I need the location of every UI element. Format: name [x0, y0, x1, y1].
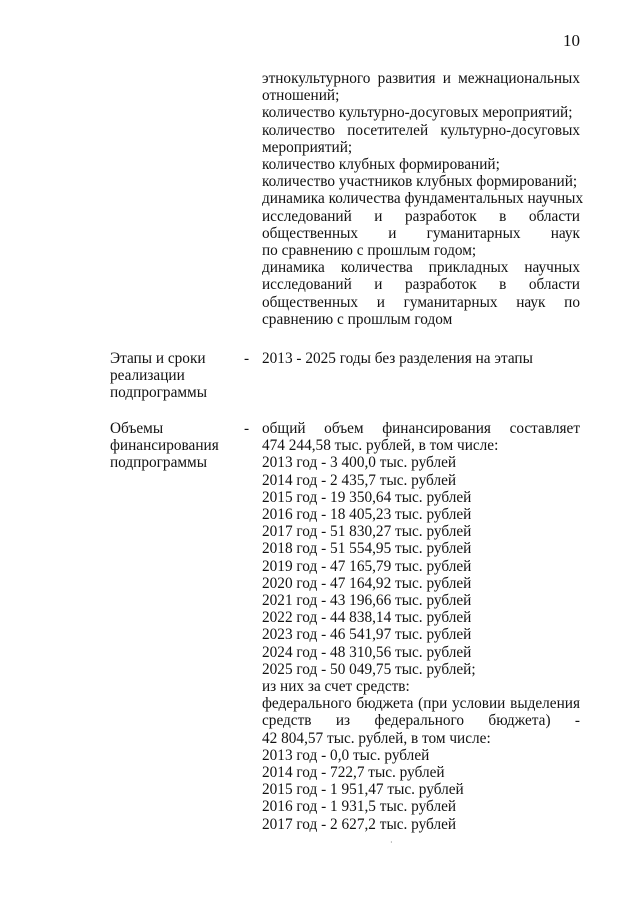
indicator-text-line: общественных и гуманитарных наук [262, 224, 580, 242]
financing-text-line: 42 804,57 тыс. рублей, в том числе: [262, 729, 491, 747]
financing-text-line: 2024 год - 48 310,56 тыс. рублей [262, 643, 472, 661]
indicator-text-line: сравнению с прошлым годом [262, 310, 453, 328]
indicator-text-line: общественных и гуманитарных наук по [262, 293, 580, 311]
indicator-text-line: исследований и разработок в области [262, 276, 580, 294]
financing-text-line: 2019 год - 47 165,79 тыс. рублей [262, 557, 472, 575]
indicator-text-line: динамика количества фундаментальных научных [262, 190, 584, 208]
financing-dash: - [244, 420, 250, 437]
indicator-text-line: исследований и разработок в области [262, 207, 580, 225]
financing-text-line: 2023 год - 46 541,97 тыс. рублей [262, 626, 472, 644]
indicator-text-line: мероприятий; [262, 138, 353, 156]
stages-dash: - [244, 350, 250, 367]
indicators-continuation [262, 70, 584, 328]
financing-text-line: общий объем финансирования составляет [262, 420, 580, 437]
stages-value [262, 350, 580, 367]
indicator-text-line: количество участников клубных формирований; [262, 173, 578, 191]
financing-text-line: 2014 год - 2 435,7 тыс. рублей [262, 471, 457, 489]
financing-text-line: 2015 год - 19 350,64 тыс. рублей [262, 488, 472, 506]
financing-text-line: 2021 год - 43 196,66 тыс. рублей [262, 592, 472, 610]
stages-label [110, 350, 240, 402]
financing-label [110, 420, 240, 472]
financing-label-text-line: Объемы [110, 420, 164, 437]
financing-text-line: федерального бюджета (при условии выделения [262, 695, 580, 713]
financing-text-line: 2016 год - 18 405,23 тыс. рублей [262, 506, 472, 524]
financing-text-line: 2020 год - 47 164,92 тыс. рублей [262, 574, 472, 592]
scan-dot: · [390, 838, 393, 847]
financing-text-line: 2025 год - 50 049,75 тыс. рублей; [262, 660, 476, 678]
financing-text-line: 474 244,58 тыс. рублей, в том числе: [262, 437, 499, 455]
indicator-text-line: по сравнению с прошлым годом; [262, 242, 477, 260]
stages-value-text: 2013 - 2025 годы без разделения на этапы [262, 350, 533, 367]
financing-text-line: 2016 год - 1 931,5 тыс. рублей [262, 798, 457, 816]
stages-label-text-line: реализации [110, 367, 185, 385]
page-number: 10 [563, 31, 580, 50]
financing-text-line: 2022 год - 44 838,14 тыс. рублей [262, 609, 472, 627]
indicator-text-line: отношений; [262, 87, 340, 105]
indicator-text-line: количество посетителей культурно-досуговых [262, 121, 580, 139]
indicator-text-line: количество культурно-досуговых мероприятий; [262, 104, 573, 122]
indicator-text-line: динамика количества прикладных научных [262, 259, 580, 277]
financing-label-text-line: подпрограммы [110, 454, 208, 472]
financing-text-line: 2017 год - 51 830,27 тыс. рублей [262, 523, 472, 541]
financing-text-line: 2017 год - 2 627,2 тыс. рублей [262, 815, 457, 833]
financing-text-line: 2013 год - 3 400,0 тыс. рублей [262, 454, 457, 472]
financing-details [262, 420, 580, 833]
financing-text-line: 2018 год - 51 554,95 тыс. рублей [262, 540, 472, 558]
financing-label-text-line: финансирования [110, 437, 219, 455]
indicator-text-line: количество клубных формирований; [262, 156, 500, 174]
financing-text-line: из них за счет средств: [262, 678, 410, 696]
stages-label-text-line: подпрограммы [110, 384, 208, 402]
stages-label-text-line: Этапы и сроки [110, 350, 206, 367]
financing-text-line: 2013 год - 0,0 тыс. рублей [262, 746, 430, 764]
financing-text-line: средств из федерального бюджета) - [262, 712, 580, 730]
indicator-text-line: этнокультурного развития и межнациональных [262, 70, 580, 87]
financing-text-line: 2015 год - 1 951,47 тыс. рублей [262, 781, 464, 799]
financing-text-line: 2014 год - 722,7 тыс. рублей [262, 764, 445, 782]
